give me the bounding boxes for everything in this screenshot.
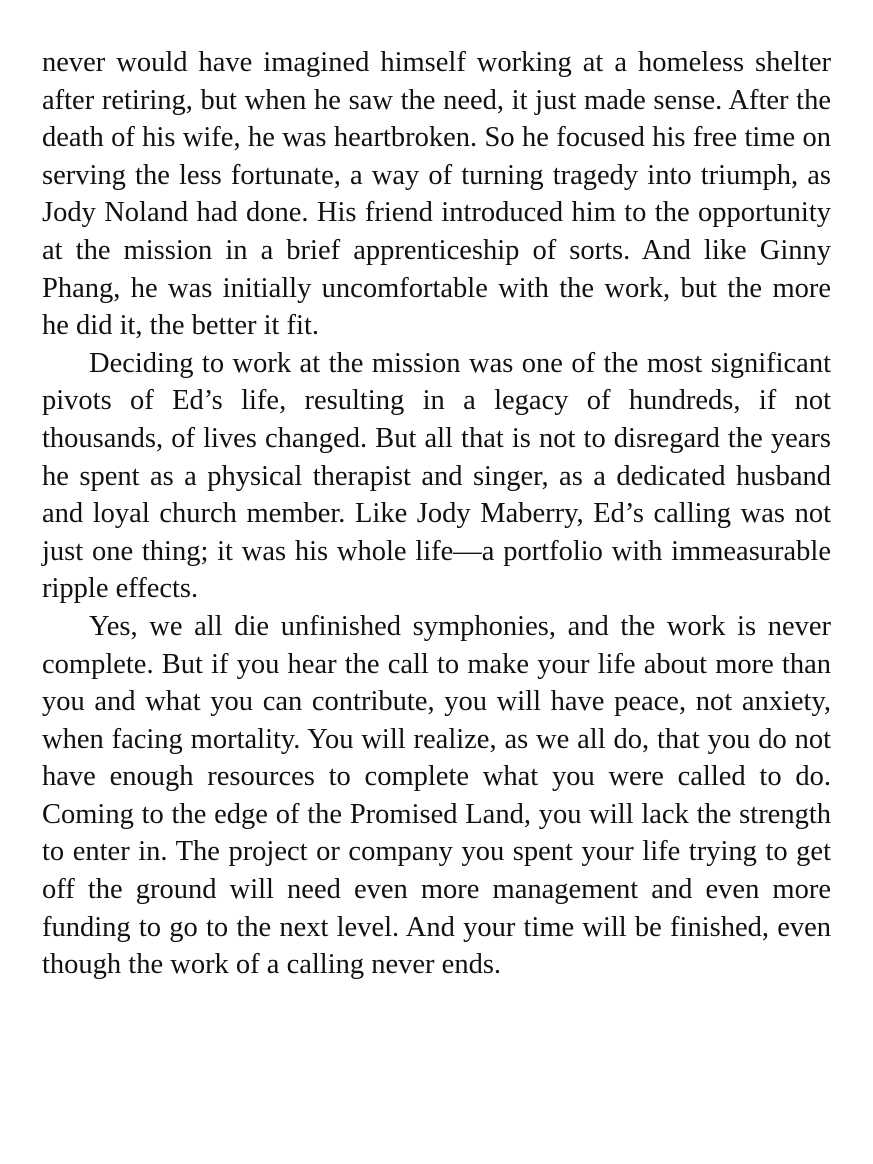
paragraph-2: Deciding to work at the mission was one of the most significant pivots of Ed’s life, resulting in a legacy of hundreds, if not thousands, of lives changed. But all that is not to disregard the years he spent as a physical therapist and singer, as a dedicated husband and loyal church member. Like Jody Maberry, Ed’s calling was not just one thing; it was his whole life—a portfolio with immeasurable ripple effects. [42,347,831,605]
page-body [42,44,831,984]
paragraph-3: Yes, we all die unfinished symphonies, and the work is never complete. But if you hear the call to make your life about more than you and what you can contribute, you will have peace, not anxiety, when facing mortality. You will realize, as we all do, that you do not have enough resources to complete what you were called to do. Coming to the edge of the Promised Land, you will lack the strength to enter in. The project or company you spent your life trying to get off the ground will need even more management and even more funding to go to the next level. And your time will be finished, even though the work of a calling never ends. [42,610,831,981]
paragraph-1: never would have imagined himself working at a homeless shelter after retiring, but when he saw the need, it just made sense. After the death of his wife, he was heartbroken. So he focused his free time on serving the less fortunate, a way of turning tragedy into triumph, as Jody Noland had done. His friend introduced him to the opportunity at the mission in a brief apprenticeship of sorts. And like Ginny Phang, he was initially uncomfortable with the work, but the more he did it, the better it fit. [42,47,831,342]
